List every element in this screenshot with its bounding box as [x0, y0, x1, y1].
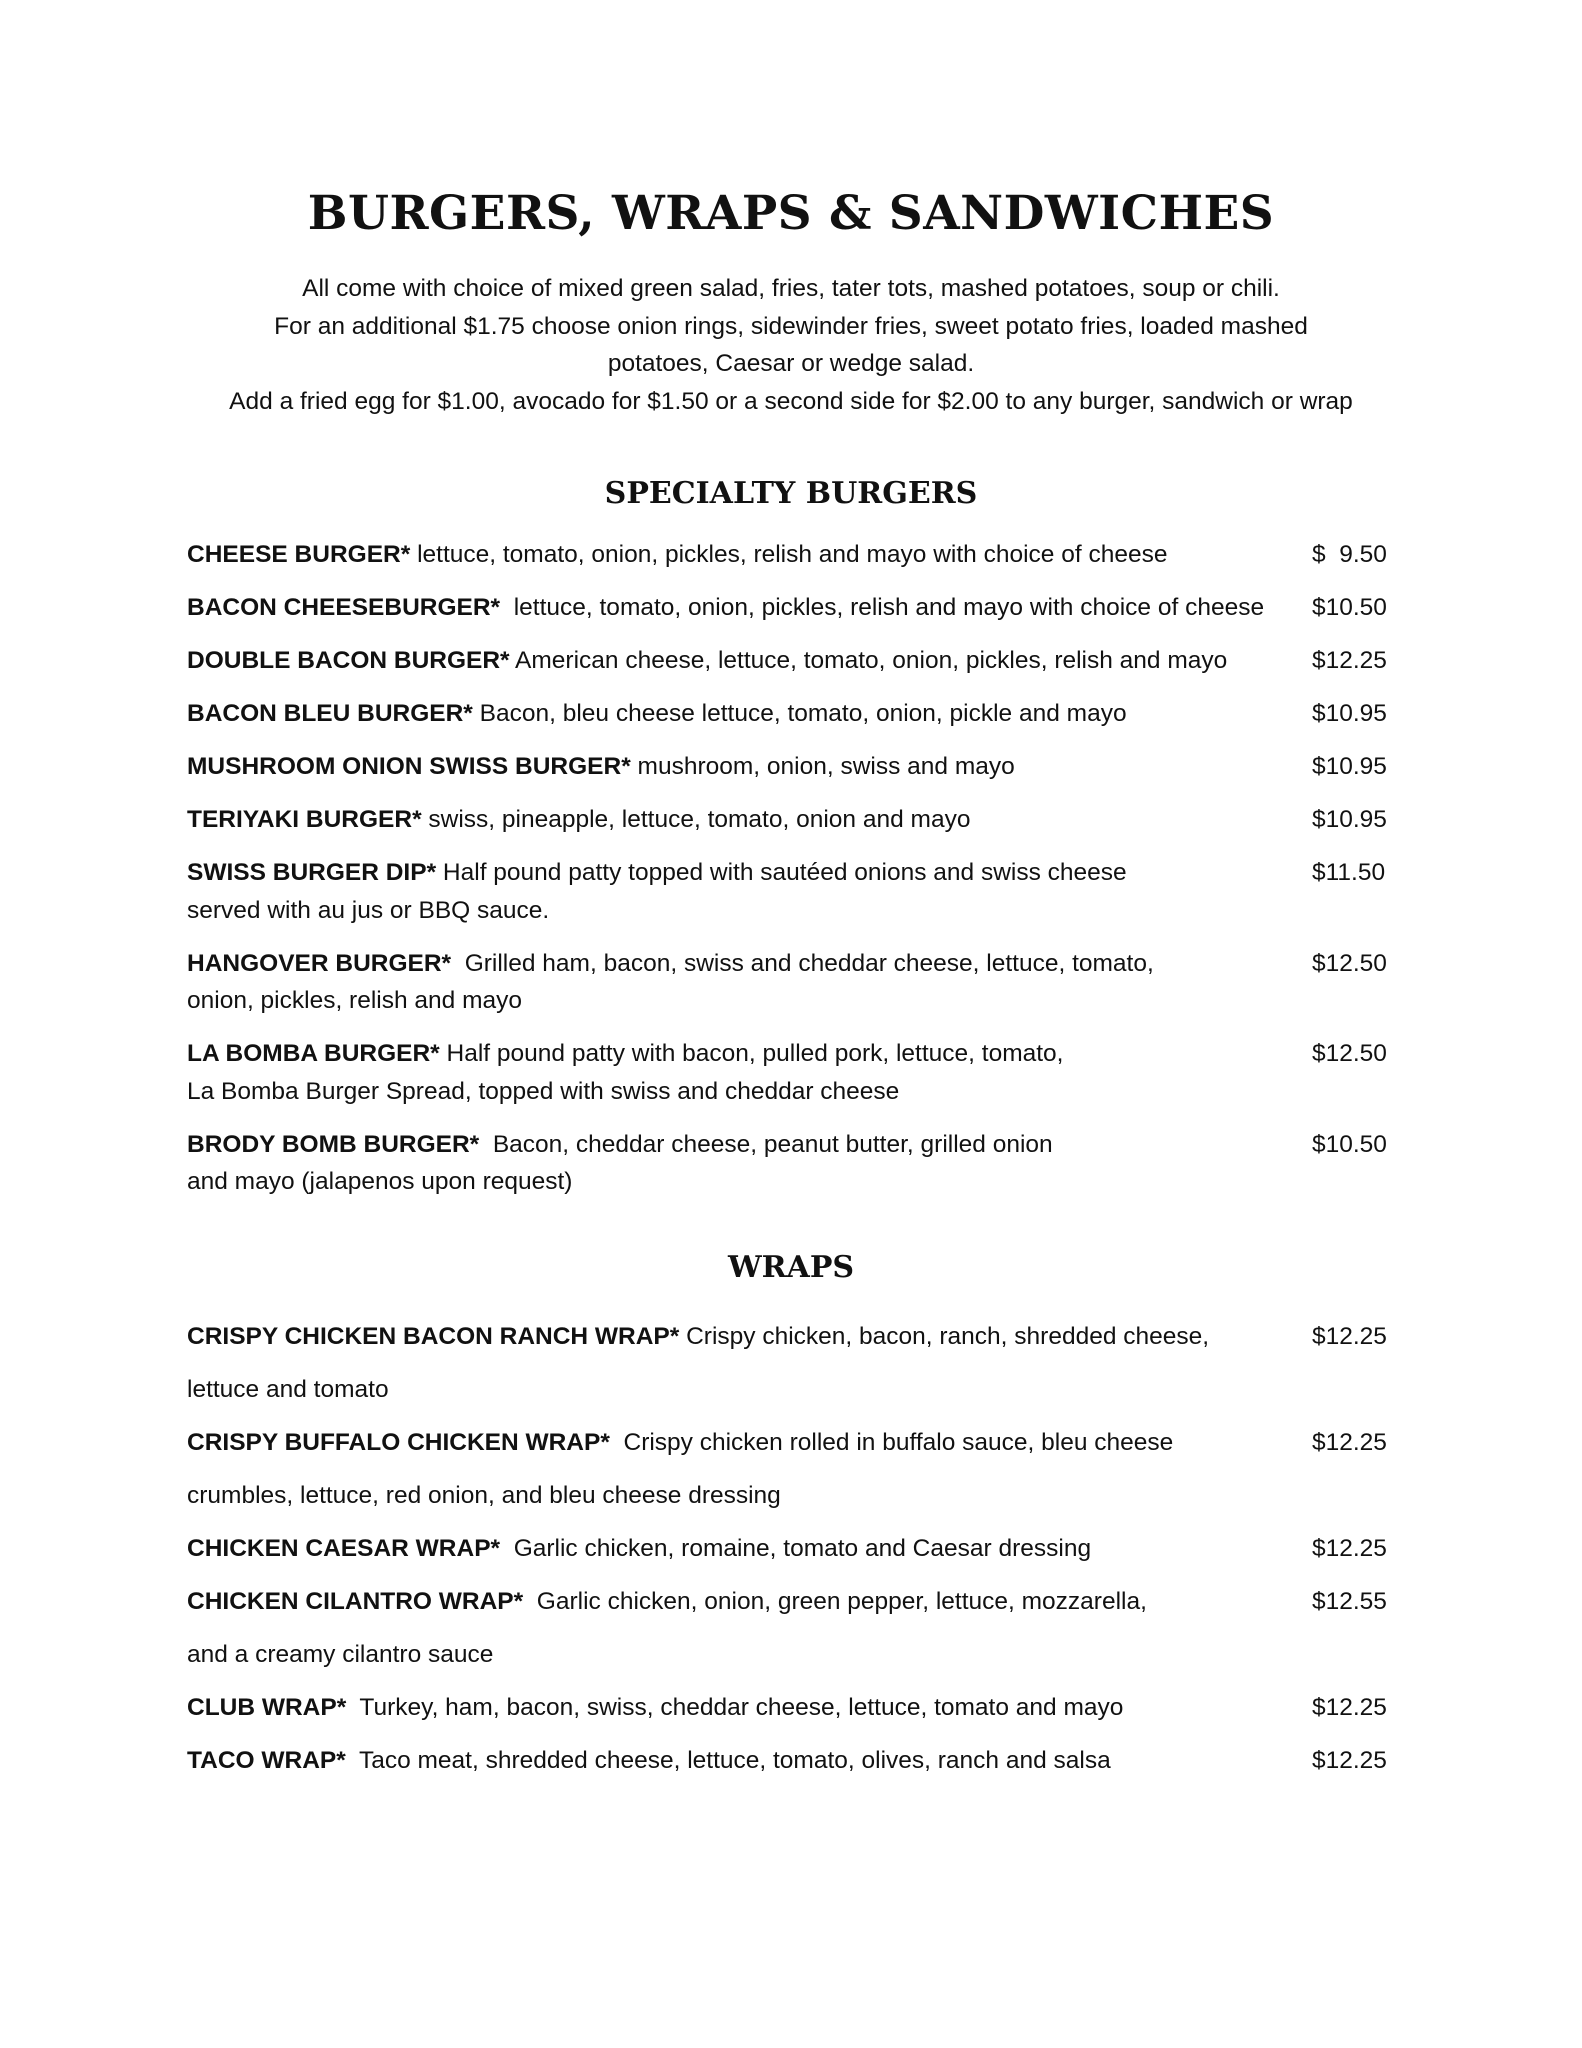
menu-item	[187, 1681, 1402, 1734]
menu-item-price: $12.50	[1312, 949, 1387, 977]
menu-item-description: Garlic chicken, romaine, tomato and Caesar dressing	[500, 1535, 1092, 1562]
menu-item-description: Grilled ham, bacon, swiss and cheddar cheese, lettuce, tomato,	[451, 949, 1154, 977]
menu-item-name: CLUB WRAP*	[187, 1694, 347, 1721]
menu-item	[187, 1126, 1402, 1201]
menu-item-price: $10.50	[1312, 594, 1387, 621]
menu-item-name: TERIYAKI BURGER*	[187, 806, 422, 833]
menu-item-name: TACO WRAP*	[187, 1747, 346, 1774]
page-title: BURGERS, WRAPS & SANDWICHES	[307, 186, 1275, 241]
menu-item	[187, 1416, 1402, 1522]
menu-item-description-continued: onion, pickles, relish and mayo	[187, 987, 523, 1014]
menu-item-line	[187, 1522, 1402, 1575]
menu-item-price: $12.25	[1312, 1747, 1387, 1774]
menu-item-description: American cheese, lettuce, tomato, onion, pickles, relish and mayo	[509, 647, 1228, 674]
menu-item-name: LA BOMBA BURGER*	[187, 1040, 440, 1067]
menu-item-description: Bacon, cheddar cheese, peanut butter, grilled onion	[479, 1130, 1053, 1158]
menu-item	[187, 1734, 1402, 1787]
menu-item-price: $ 9.50	[1312, 541, 1387, 568]
menu-item-line	[187, 801, 1402, 839]
menu-item-description: Crispy chicken, bacon, ranch, shredded cheese,	[679, 1323, 1210, 1350]
menu-item-name: CHICKEN CAESAR WRAP*	[187, 1535, 501, 1562]
menu-item	[187, 1310, 1402, 1416]
menu-item	[187, 589, 1402, 627]
menu-item-line	[187, 854, 1402, 892]
menu-item-price: $12.50	[1312, 1040, 1387, 1067]
menu-item-price: $11.50	[1312, 859, 1386, 886]
menu-item	[187, 536, 1402, 574]
menu-item-price: $12.55	[1312, 1588, 1387, 1615]
menu-item-description-continued: and mayo (jalapenos upon request)	[187, 1168, 573, 1195]
intro-line: potatoes, Caesar or wedge salad.	[607, 350, 975, 377]
menu-item	[187, 1035, 1402, 1110]
menu-item-price: $10.95	[1312, 806, 1387, 833]
menu-item-description-continued: served with au jus or BBQ sauce.	[187, 896, 550, 924]
menu-item	[187, 801, 1402, 839]
menu-item-price: $12.25	[1312, 647, 1387, 674]
menu-item-price: $12.25	[1312, 1535, 1387, 1562]
menu-item-price: $10.50	[1312, 1130, 1387, 1158]
menu-item-name: SWISS BURGER DIP*	[187, 859, 437, 886]
intro-line: All come with choice of mixed green salad, fries, tater tots, mashed potatoes, soup or chili.	[302, 275, 1280, 302]
menu-item-line	[187, 536, 1402, 574]
menu-item-line	[187, 1416, 1402, 1469]
menu-item-description: Turkey, ham, bacon, swiss, cheddar cheese, lettuce, tomato and mayo	[346, 1694, 1124, 1721]
menu-item-description: Crispy chicken rolled in buffalo sauce, bleu cheese	[609, 1429, 1174, 1456]
menu-item-line	[187, 1734, 1402, 1787]
section-heading-specialty-burgers: SPECIALTY BURGERS	[604, 476, 978, 511]
menu-item-name: BRODY BOMB BURGER*	[187, 1130, 480, 1158]
menu-item-description-continued: La Bomba Burger Spread, topped with swiss and cheddar cheese	[187, 1077, 900, 1105]
menu-item-description-continued: lettuce and tomato	[187, 1376, 389, 1403]
menu-item	[187, 642, 1402, 680]
menu-item	[187, 945, 1402, 1020]
menu-item-price: $10.95	[1312, 700, 1387, 727]
menu-item-name: CRISPY BUFFALO CHICKEN WRAP*	[187, 1429, 610, 1456]
menu-item-description: Half pound patty topped with sautéed onions and swiss cheese	[436, 859, 1127, 886]
menu-item-line	[187, 945, 1402, 983]
menu-item-line	[187, 1126, 1402, 1164]
menu-item-line	[187, 1035, 1402, 1073]
section-heading-wraps: WRAPS	[727, 1250, 855, 1285]
menu-item-description: Bacon, bleu cheese lettuce, tomato, onion, pickle and mayo	[472, 700, 1127, 727]
menu-item-price: $10.95	[1312, 753, 1387, 780]
menu-item-name: MUSHROOM ONION SWISS BURGER*	[187, 753, 631, 780]
menu-item-description-continued: crumbles, lettuce, red onion, and bleu cheese dressing	[187, 1482, 781, 1509]
menu-item	[187, 1522, 1402, 1575]
menu-item-description: Taco meat, shredded cheese, lettuce, tomato, olives, ranch and salsa	[345, 1747, 1111, 1774]
menu-item-description: lettuce, tomato, onion, pickles, relish and mayo with choice of cheese	[410, 541, 1168, 568]
menu-item-line	[187, 1310, 1402, 1363]
intro-line: Add a fried egg for $1.00, avocado for $1.50 or a second side for $2.00 to any burger, sandwich or wrap	[229, 387, 1353, 415]
menu-item	[187, 695, 1402, 733]
menu-item-name: CRISPY CHICKEN BACON RANCH WRAP*	[187, 1323, 680, 1350]
menu-item-description-continued: and a creamy cilantro sauce	[187, 1641, 494, 1668]
menu-item-line	[187, 695, 1402, 733]
menu-item	[187, 748, 1402, 786]
menu-item-price: $12.25	[1312, 1323, 1387, 1350]
specialty-burgers-list	[187, 536, 1402, 1216]
menu-item-line	[187, 589, 1402, 627]
menu-item-name: CHEESE BURGER*	[187, 541, 411, 568]
menu-item-description: lettuce, tomato, onion, pickles, relish and mayo with choice of cheese	[500, 594, 1265, 621]
menu-item-line	[187, 1681, 1402, 1734]
menu-item-name: CHICKEN CILANTRO WRAP*	[187, 1588, 524, 1615]
menu-item-name: DOUBLE BACON BURGER*	[187, 647, 510, 674]
menu-item-description: Garlic chicken, onion, green pepper, lettuce, mozzarella,	[523, 1588, 1147, 1615]
menu-item-name: HANGOVER BURGER*	[187, 949, 452, 977]
menu-item-description: mushroom, onion, swiss and mayo	[630, 753, 1015, 780]
menu-item-price: $12.25	[1312, 1429, 1387, 1456]
menu-item	[187, 854, 1402, 929]
menu-item-description: swiss, pineapple, lettuce, tomato, onion and mayo	[421, 806, 971, 833]
wraps-list	[187, 1310, 1402, 1787]
menu-item-line	[187, 748, 1402, 786]
menu-item-name: BACON CHEESEBURGER*	[187, 594, 501, 621]
menu-item-line	[187, 1575, 1402, 1628]
menu-item-name: BACON BLEU BURGER*	[187, 700, 473, 727]
menu-item-line	[187, 642, 1402, 680]
menu-item-description: Half pound patty with bacon, pulled pork, lettuce, tomato,	[439, 1040, 1064, 1067]
menu-item-price: $12.25	[1312, 1694, 1387, 1721]
intro-line: For an additional $1.75 choose onion rings, sidewinder fries, sweet potato fries, loaded mashed	[274, 312, 1308, 340]
intro-text	[170, 270, 1412, 420]
menu-item	[187, 1575, 1402, 1681]
